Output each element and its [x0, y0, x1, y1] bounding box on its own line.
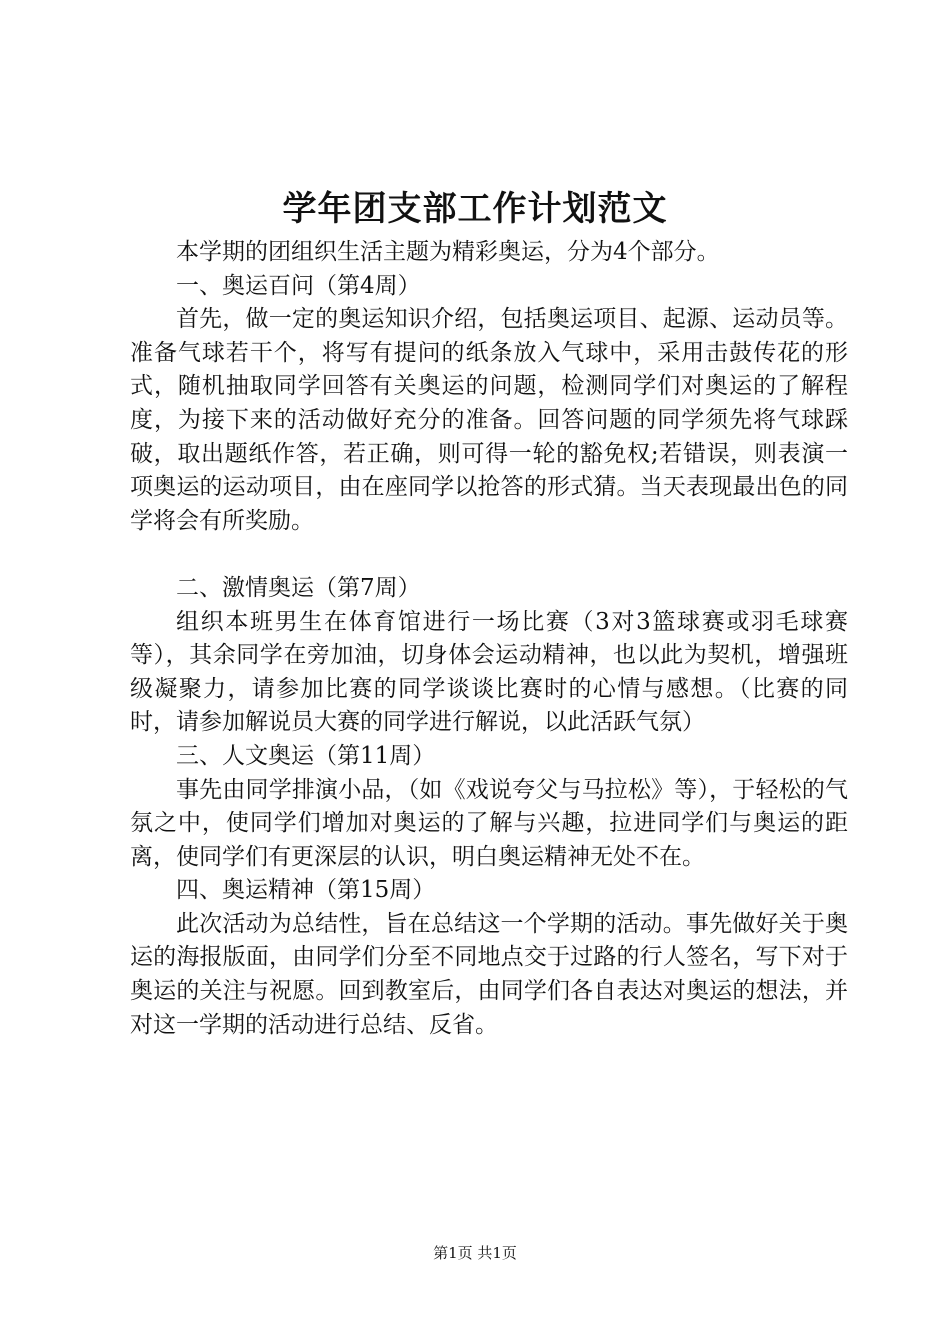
section-2-paragraph: 组织本班男生在体育馆进行一场比赛（3对3篮球赛或羽毛球赛等），其余同学在旁加油，切身体会运动精神，也以此为契机，增强班级凝聚力，请参加比赛的同学谈谈比赛时的心情与感想。（比赛的同时，请参加解说员大赛的同学进行解说，以此活跃气氛） — [130, 608, 848, 736]
document-title: 学年团支部工作计划范文 — [282, 189, 668, 229]
section-4-paragraph: 此次活动为总结性，旨在总结这一个学期的活动。事先做好关于奥运的海报版面，由同学们分至不同地点交于过路的行人签名，写下对于奥运的关注与祝愿。回到教室后，由同学们各自表达对奥运的想法，并对这一学期的活动进行总结、反省。 — [130, 910, 848, 1038]
section-3-paragraph: 事先由同学排演小品，（如《戏说夸父与马拉松》等），于轻松的气氛之中，使同学们增加对奥运的了解与兴趣，拉进同学们与奥运的距离，使同学们有更深层的认识，明白奥运精神无处不在。 — [130, 776, 848, 870]
section-4-heading: 四、奥运精神（第15周） — [176, 877, 436, 904]
section-2-heading: 二、激情奥运（第7周） — [176, 574, 421, 601]
document-body — [130, 236, 848, 1042]
intro-paragraph: 本学期的团组织生活主题为精彩奥运，分为4个部分。 — [176, 239, 720, 265]
section-3-heading: 三、人文奥运（第11周） — [176, 742, 436, 769]
page-footer: 第1页 共1页 — [433, 1244, 517, 1262]
section-1-heading: 一、奥运百问（第4周） — [176, 272, 421, 299]
section-1-paragraph: 首先，做一定的奥运知识介绍，包括奥运项目、起源、运动员等。准备气球若干个，将写有提问的纸条放入气球中，采用击鼓传花的形式，随机抽取同学回答有关奥运的问题，检测同学们对奥运的了解程度，为接下来的活动做好充分的准备。回答问题的同学须先将气球踩破，取出题纸作答，若正确，则可得一轮的豁免权;若错误，则表演一项奥运的运动项目，由在座同学以抢答的形式猜。当天表现最出色的同学将会有所奖励。 — [130, 306, 848, 534]
paragraph-gap — [130, 538, 848, 572]
